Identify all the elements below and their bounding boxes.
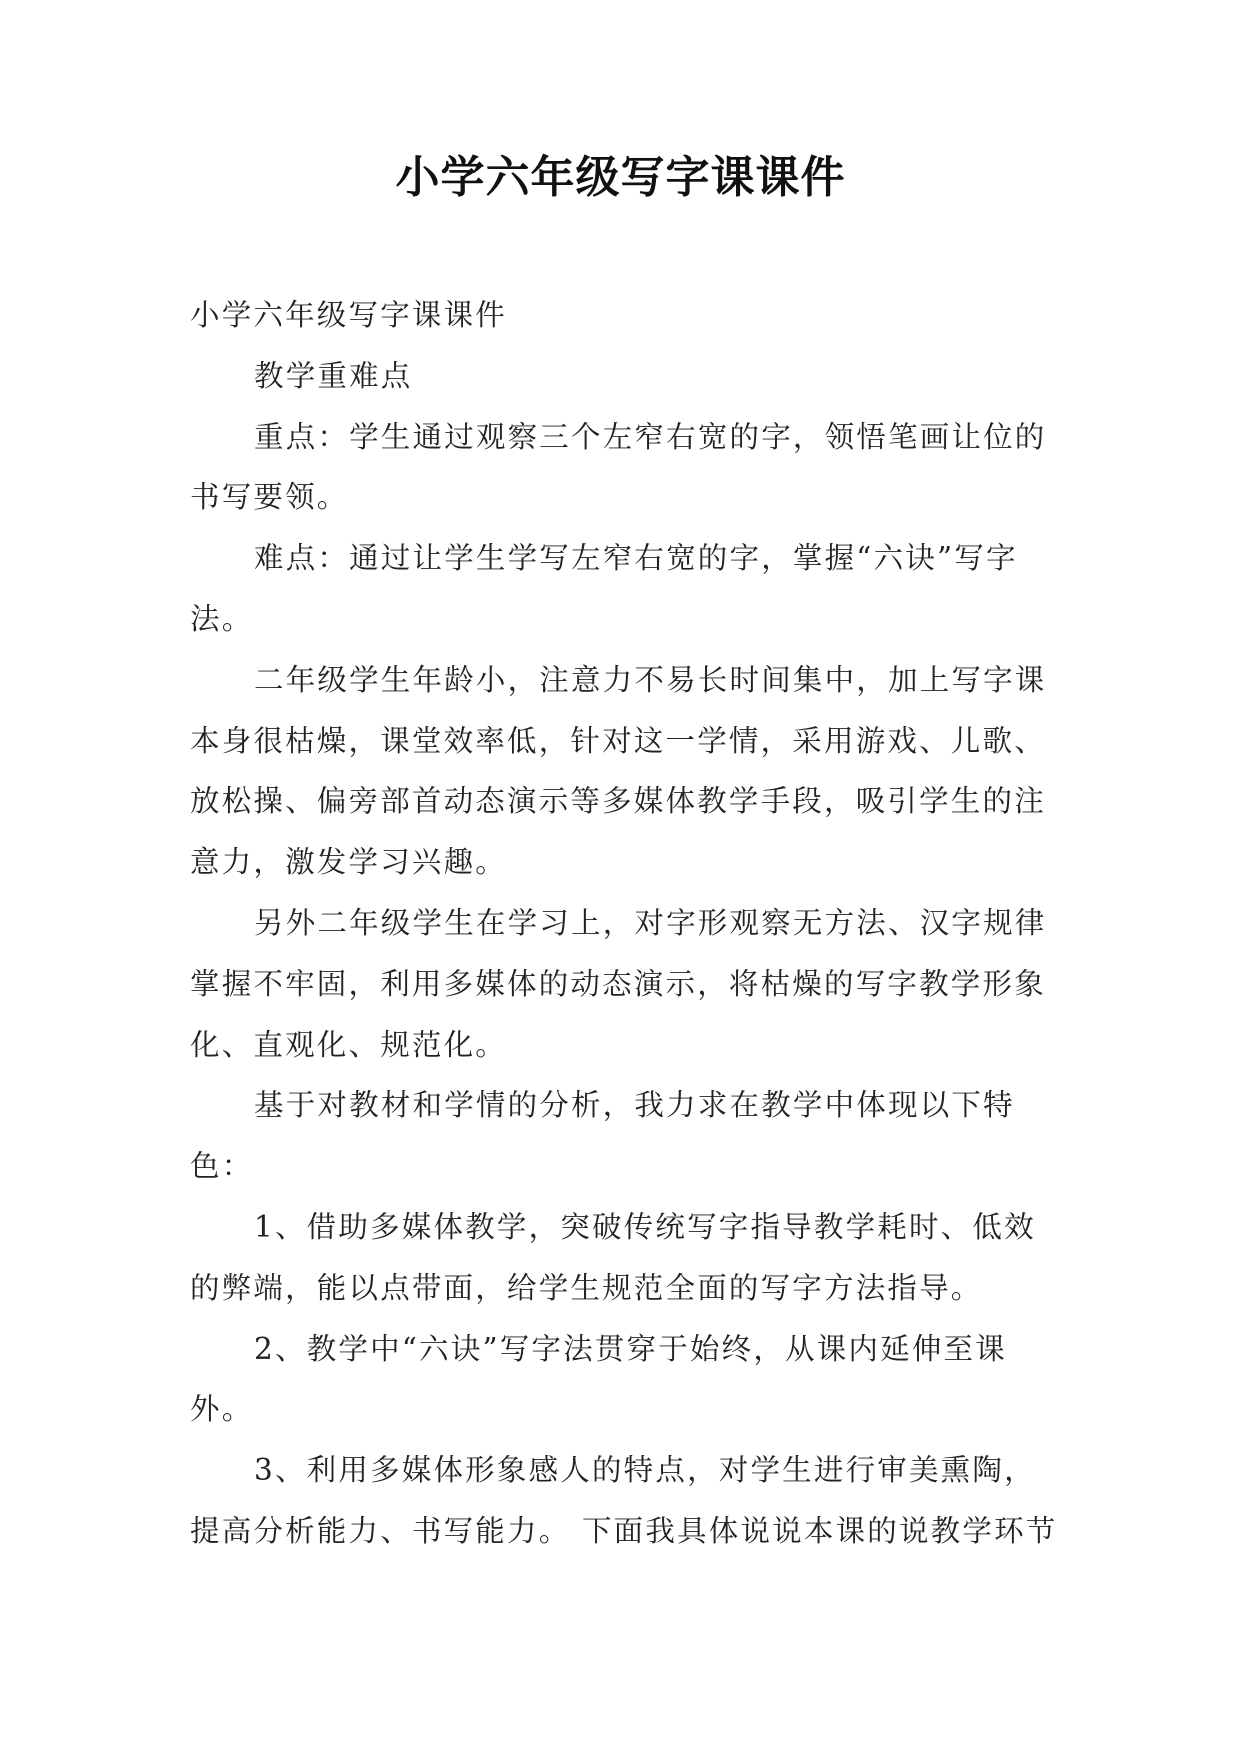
- document-body: [190, 285, 1066, 1562]
- paragraph-subtitle: 小学六年级写字课课件: [190, 298, 508, 332]
- paragraph-features-intro: 基于对教材和学情的分析，我力求在教学中体现以下特色：: [190, 1088, 1015, 1184]
- paragraph-feature-1: 1、借助多媒体教学，突破传统写字指导教学耗时、低效的弊端，能以点带面，给学生规范全面的写字方法指导。: [190, 1209, 1036, 1305]
- paragraph-difficulty: 难点：通过让学生学写左窄右宽的字，掌握“六诀”写字法。: [190, 541, 1018, 636]
- paragraph-heading-key-points: 教学重难点: [254, 358, 413, 393]
- paragraph-feature-3: 3、利用多媒体形象感人的特点，对学生进行审美熏陶，提高分析能力、书写能力。 下面我具体说说本课的说教学环节: [190, 1453, 1058, 1548]
- paragraph-key-point: 重点：学生通过观察三个左窄右宽的字，领悟笔画让位的书写要领。: [190, 419, 1047, 515]
- paragraph-feature-2: 2、教学中“六诀”写字法贯穿于始终，从课内延伸至课外。: [190, 1331, 1007, 1427]
- paragraph-student-analysis: 二年级学生年龄小，注意力不易长时间集中，加上写字课本身很枯燥，课堂效率低，针对这一学情，采用游戏、儿歌、放松操、偏旁部首动态演示等多媒体教学手段，吸引学生的注意力，激发学习兴趣。: [190, 662, 1047, 880]
- paragraph-learning-situation: 另外二年级学生在学习上，对字形观察无方法、汉字规律掌握不牢固，利用多媒体的动态演示，将枯燥的写字教学形象化、直观化、规范化。: [190, 905, 1047, 1062]
- document-title: 小学六年级写字课课件: [395, 152, 846, 203]
